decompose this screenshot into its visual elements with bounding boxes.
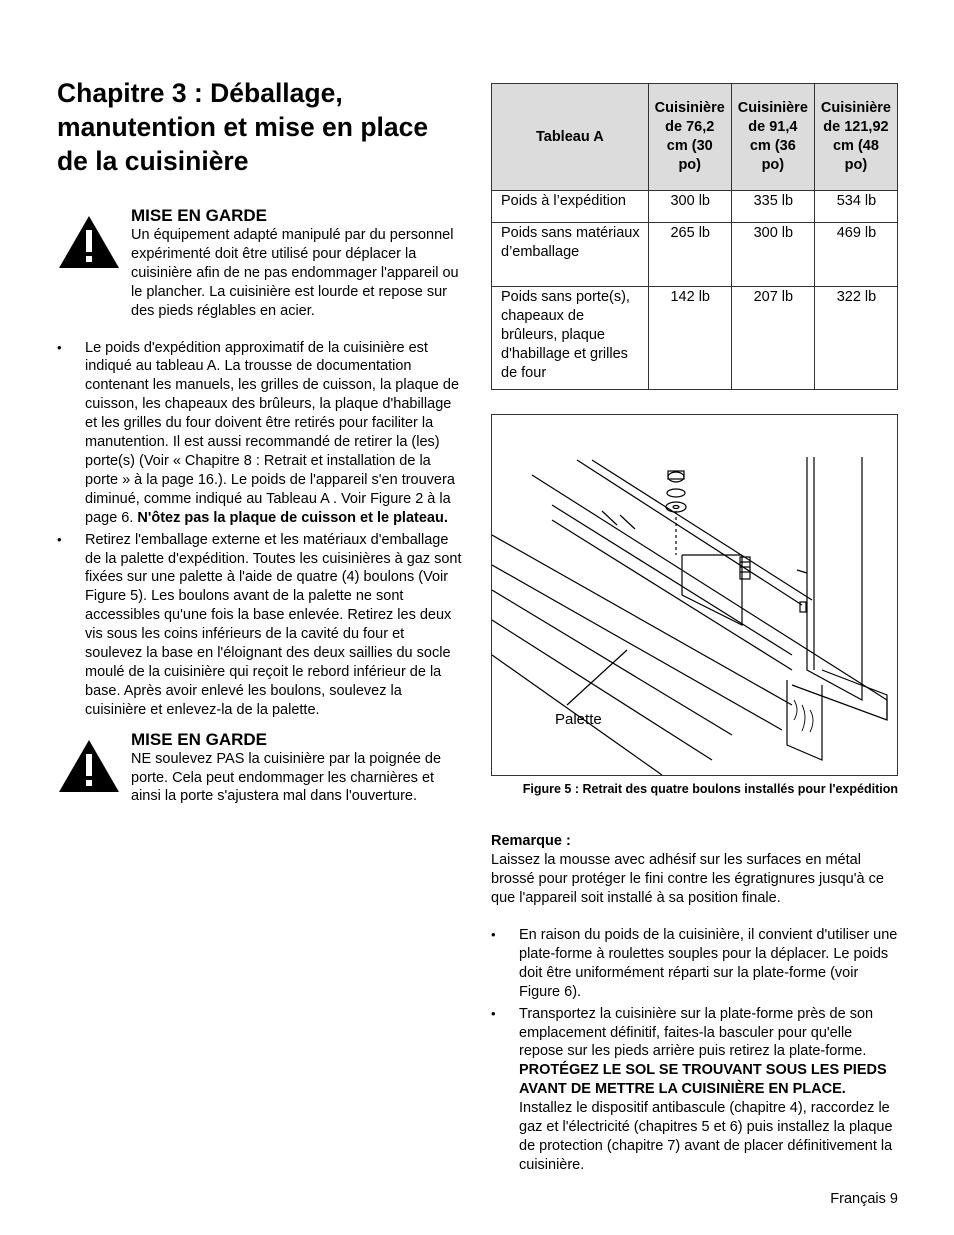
list-item	[57, 531, 462, 720]
table-cell: 207 lb	[731, 287, 814, 390]
table-cell: Poids sans porte(s), chapeaux de brûleurs, plaque d'habillage et grilles de four	[492, 287, 649, 390]
table-cell: 534 lb	[814, 191, 897, 223]
right-bullet-list	[491, 926, 898, 1175]
table-cell: 469 lb	[814, 223, 897, 287]
list-item	[57, 339, 462, 528]
table-row	[492, 223, 898, 287]
table-cell: Poids sans matériaux d’emballage	[492, 223, 649, 287]
warning-triangle-icon	[57, 214, 121, 270]
table-header: Tableau A	[492, 84, 649, 191]
warning-triangle-icon	[57, 738, 121, 794]
bullet-bold-text: PROTÉGEZ LE SOL SE TROUVANT SOUS LES PIEDS AVANT DE METTRE LA CUISINIÈRE EN PLACE.	[519, 1062, 887, 1098]
right-column	[491, 83, 898, 390]
table-cell: 142 lb	[648, 287, 731, 390]
figure-label-palette: Palette	[555, 711, 602, 728]
table-cell: 335 lb	[731, 191, 814, 223]
table-header: Cuisinière de 76,2 cm (30 po)	[648, 84, 731, 191]
warning-title: MISE EN GARDE	[131, 729, 268, 749]
figure-5-illustration	[491, 414, 898, 776]
bullet-text: Transportez la cuisinière sur la plate-forme près de son emplacement définitif, faites-la basculer pour qu'elle repose sur les pieds arrière puis retirez la plate-forme.	[519, 1005, 874, 1060]
pallet-drawing	[492, 415, 897, 775]
right-bullet-container	[491, 926, 898, 1178]
table-row	[492, 287, 898, 390]
warning-block-1	[57, 206, 462, 321]
table-header: Cuisinière de 91,4 cm (36 po)	[731, 84, 814, 191]
table-cell: 265 lb	[648, 223, 731, 287]
warning-text: Un équipement adapté manipulé par du personnel expérimenté doit être utilisé pour déplacer la cuisinière afin de ne pas endommager l'appareil ou le plancher. La cuisinière est lourde et repose sur des pieds réglables en acier.	[131, 227, 459, 319]
table-row	[492, 191, 898, 223]
page-footer: Français 9	[830, 1191, 898, 1207]
table-cell: 322 lb	[814, 287, 897, 390]
figure-caption: Figure 5 : Retrait des quatre boulons installés pour l'expédition	[522, 782, 898, 796]
bullet-bold-text: N'ôtez pas la plaque de cuisson et le plateau.	[137, 509, 448, 526]
left-bullet-list	[57, 339, 462, 720]
bullet-text: Retirez l'emballage externe et les matériaux d'emballage de la palette d'expédition. Toutes les cuisinières à gaz sont fixées sur une palette à l'aide de quatre (4) boulons (Voir Figure 5). Les boulons avant de la palette ne sont accessibles qu'une fois la base enlevée. Retirez les deux vis sous les coins inférieurs de la cavité du four et soulevez la base en l'éloignant des deux saillies du socle moulé de la cuisinière qui reçoit le rebord inférieur de la base. Après avoir enlevé les boulons, soulevez la cuisinière et enlevez-la de la palette.	[85, 531, 462, 718]
chapter-title: Chapitre 3 : Déballage, manutention et mise en place de la cuisinière	[57, 78, 429, 176]
note-label: Remarque :	[491, 833, 571, 849]
left-column	[57, 76, 462, 806]
weights-table	[491, 83, 898, 390]
warning-title: MISE EN GARDE	[131, 206, 268, 225]
warning-block-2	[57, 730, 462, 807]
list-item	[491, 1005, 898, 1175]
table-cell: 300 lb	[648, 191, 731, 223]
bullet-text-after: Installez le dispositif antibascule (chapitre 4), raccordez le gaz et l'électricité (chapitres 5 et 6) puis installez la plaque de protection (chapitre 7) avant de placer définitivement la cuisinière.	[519, 1100, 893, 1173]
list-item	[491, 926, 898, 1002]
warning-text: NE soulevez PAS la cuisinière par la poignée de porte. Cela peut endommager les charnières et ainsi la porte s'ajustera mal dans l'ouverture.	[131, 750, 442, 805]
table-header-row	[492, 84, 898, 191]
table-cell: Poids à l’expédition	[492, 191, 649, 223]
bullet-text: Le poids d'expédition approximatif de la cuisinière est indiqué au tableau A. La trousse de documentation contenant les manuels, les grilles de cuisson, la plaque de cuisson, les chapeaux des brûleurs, la plaque d'habillage et les grilles du four doivent être retirés pour faciliter la manutention. Il est aussi recommandé de retirer la (les) porte(s) (Voir « Chapitre 8 : Retrait et installation de la porte » à la page 16.). Le poids de l'appareil s'en trouvera diminué, comme indiqué au Tableau A . Voir Figure 2 à la page 6.	[85, 339, 460, 526]
note-block	[491, 832, 898, 908]
table-cell: 300 lb	[731, 223, 814, 287]
bullet-text: En raison du poids de la cuisinière, il convient d'utiliser une plate-forme à roulettes souples pour la déplacer. Le poids doit être uniformément réparti sur la plate-forme (voir Figure 6).	[519, 927, 898, 1000]
table-header: Cuisinière de 121,92 cm (48 po)	[814, 84, 897, 191]
note-text: Laissez la mousse avec adhésif sur les surfaces en métal brossé pour protéger le fini contre les égratignures jusqu'à ce que l'appareil soit installé à sa position finale.	[491, 851, 884, 906]
